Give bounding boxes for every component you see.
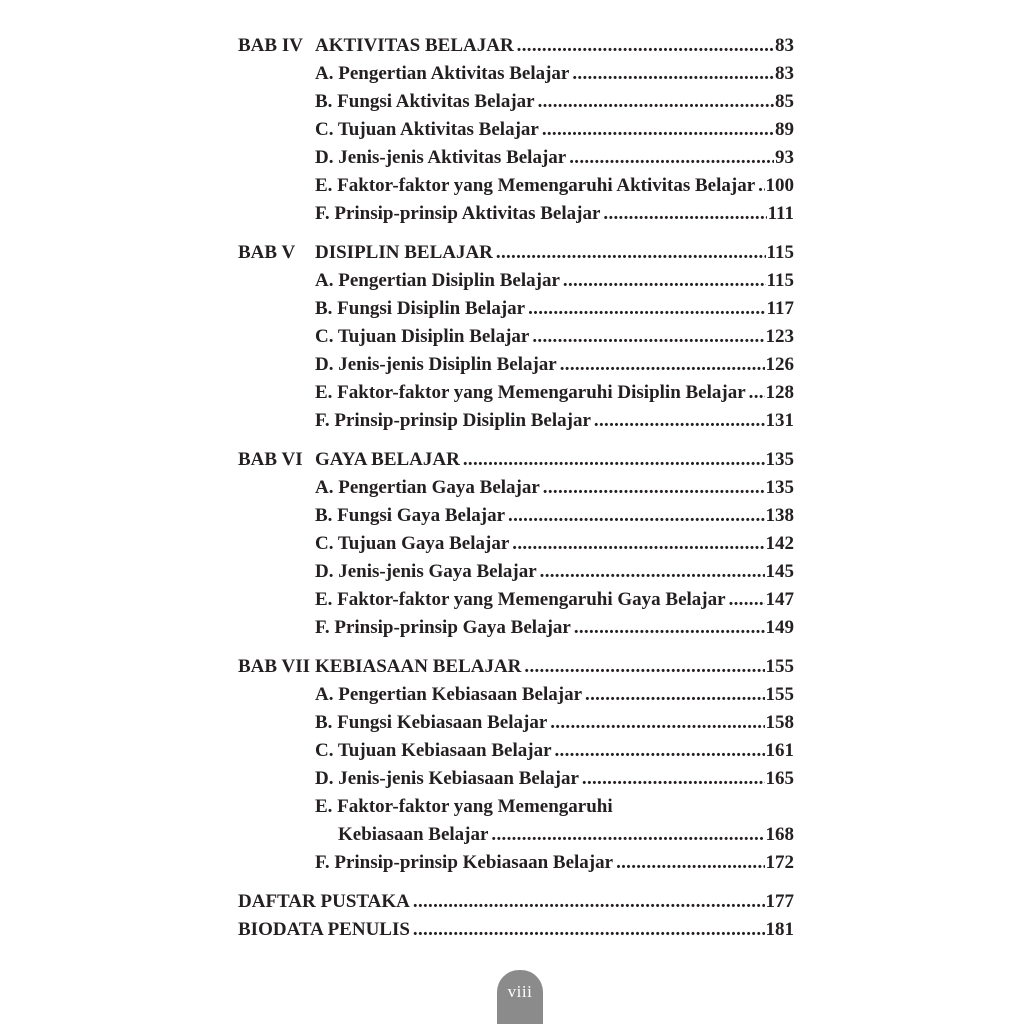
- toc-entry: [315, 239, 794, 267]
- page-number: 131: [765, 410, 794, 431]
- item-text: B. Fungsi Disiplin Belajar: [315, 298, 526, 319]
- dot-leader: [539, 116, 774, 144]
- toc-item-row: [238, 709, 794, 737]
- backmatter-row: [238, 916, 794, 944]
- dot-leader: [579, 765, 765, 793]
- page-number: 142: [765, 533, 794, 554]
- dot-leader: [582, 681, 764, 709]
- dot-leader: [529, 323, 764, 351]
- toc-entry: [315, 116, 794, 144]
- chapter-label: BAB VII: [238, 656, 310, 677]
- item-text: D. Jenis-jenis Gaya Belajar: [315, 561, 537, 582]
- dot-leader: [547, 709, 764, 737]
- page-number: 172: [765, 852, 794, 873]
- toc-entry: [315, 32, 794, 60]
- toc-item-row: [238, 558, 794, 586]
- page-number: 115: [766, 270, 794, 291]
- toc-entry: [315, 407, 794, 435]
- backmatter-title: DAFTAR PUSTAKA: [238, 891, 410, 912]
- dot-leader: [613, 849, 764, 877]
- item-text: F. Prinsip-prinsip Kebiasaan Belajar: [315, 852, 614, 873]
- item-text: C. Tujuan Aktivitas Belajar: [315, 119, 539, 140]
- page-number: 145: [765, 561, 794, 582]
- toc-item-row: [238, 737, 794, 765]
- toc-entry: [315, 709, 794, 737]
- item-text: C. Tujuan Kebiasaan Belajar: [315, 740, 552, 761]
- toc-entry: [315, 200, 794, 228]
- toc-entry: [315, 144, 794, 172]
- toc-item-row: [238, 351, 794, 379]
- toc-item-row: [238, 614, 794, 642]
- backmatter-row: [238, 888, 794, 916]
- item-text: B. Fungsi Kebiasaan Belajar: [315, 712, 548, 733]
- page-number: 83: [775, 63, 794, 84]
- page-number: 117: [766, 298, 794, 319]
- toc-item-row: [238, 407, 794, 435]
- dot-leader: [557, 351, 765, 379]
- page-number: 128: [765, 382, 794, 403]
- toc-entry: [315, 267, 794, 295]
- item-text: D. Jenis-jenis Disiplin Belajar: [315, 354, 557, 375]
- dot-leader: [493, 239, 766, 267]
- toc-entry: [315, 737, 794, 765]
- dot-leader: [600, 200, 766, 228]
- toc-entry: [238, 916, 794, 944]
- dot-leader: [525, 295, 765, 323]
- page-number: 123: [765, 326, 794, 347]
- toc-chapter-row: [238, 446, 794, 474]
- toc-item-row: [238, 502, 794, 530]
- dot-leader: [560, 267, 766, 295]
- page-number: 111: [767, 203, 794, 224]
- item-text: D. Jenis-jenis Kebiasaan Belajar: [315, 768, 579, 789]
- toc-item-row: [238, 765, 794, 793]
- page-number: 177: [765, 891, 794, 912]
- dot-leader: [569, 60, 774, 88]
- chapter-title: GAYA BELAJAR: [315, 449, 460, 470]
- dot-leader: [755, 172, 764, 200]
- section-bab-7: [238, 653, 794, 877]
- toc-entry: [315, 793, 794, 821]
- toc-item-row-wrapped: [238, 793, 794, 821]
- dot-leader: [521, 653, 764, 681]
- toc-entry: [315, 351, 794, 379]
- page-number: 100: [765, 175, 794, 196]
- toc-item-row: [238, 144, 794, 172]
- toc-item-row: [238, 295, 794, 323]
- dot-leader: [514, 32, 774, 60]
- item-text: A. Pengertian Kebiasaan Belajar: [315, 684, 583, 705]
- toc-item-row: [238, 88, 794, 116]
- page-number: 135: [765, 449, 794, 470]
- toc-entry: [315, 614, 794, 642]
- item-text: F. Prinsip-prinsip Gaya Belajar: [315, 617, 571, 638]
- section-bab-4: [238, 32, 794, 228]
- dot-leader: [726, 586, 765, 614]
- page-number: 89: [775, 119, 794, 140]
- toc-entry: [315, 849, 794, 877]
- table-of-contents: [238, 32, 794, 944]
- item-text: F. Prinsip-prinsip Aktivitas Belajar: [315, 203, 601, 224]
- toc-entry: [315, 474, 794, 502]
- toc-entry: [315, 60, 794, 88]
- page-number: 83: [775, 35, 794, 56]
- toc-entry: [315, 379, 794, 407]
- page-number: 155: [765, 684, 794, 705]
- page-number: 161: [765, 740, 794, 761]
- toc-chapter-row: [238, 32, 794, 60]
- backmatter-title: BIODATA PENULIS: [238, 919, 410, 940]
- toc-entry: [315, 446, 794, 474]
- page-number: 115: [766, 242, 794, 263]
- chapter-title: AKTIVITAS BELAJAR: [315, 35, 514, 56]
- section-bab-6: [238, 446, 794, 642]
- toc-item-row-continuation: [238, 821, 794, 849]
- toc-item-row: [238, 116, 794, 144]
- dot-leader: [410, 888, 765, 916]
- dot-leader: [552, 737, 765, 765]
- chapter-title: KEBIASAAN BELAJAR: [315, 656, 522, 677]
- toc-item-row: [238, 60, 794, 88]
- dot-leader: [540, 474, 765, 502]
- toc-item-row: [238, 530, 794, 558]
- chapter-label: BAB IV: [238, 35, 303, 56]
- toc-item-row: [238, 200, 794, 228]
- item-text: D. Jenis-jenis Aktivitas Belajar: [315, 147, 567, 168]
- page-number: 181: [765, 919, 794, 940]
- toc-item-row: [238, 267, 794, 295]
- page-number-tab: [497, 970, 543, 1024]
- page-number: 147: [765, 589, 794, 610]
- back-matter: [238, 888, 794, 944]
- toc-item-row: [238, 849, 794, 877]
- page-number: 168: [765, 824, 794, 845]
- page-number: 135: [765, 477, 794, 498]
- page-number: 149: [765, 617, 794, 638]
- toc-item-row: [238, 474, 794, 502]
- item-text: A. Pengertian Disiplin Belajar: [315, 270, 560, 291]
- dot-leader: [410, 916, 765, 944]
- page-number: 138: [765, 505, 794, 526]
- item-text: B. Fungsi Aktivitas Belajar: [315, 91, 535, 112]
- section-bab-5: [238, 239, 794, 435]
- page-number: 165: [765, 768, 794, 789]
- dot-leader: [591, 407, 765, 435]
- item-text: A. Pengertian Aktivitas Belajar: [315, 63, 570, 84]
- dot-leader: [505, 502, 764, 530]
- dot-leader: [460, 446, 765, 474]
- page-number: 85: [775, 91, 794, 112]
- toc-entry: [315, 323, 794, 351]
- toc-entry: [238, 888, 794, 916]
- toc-item-row: [238, 586, 794, 614]
- item-text: E. Faktor-faktor yang Memengaruhi Disiplin Belajar: [315, 382, 746, 403]
- page-number: 93: [775, 147, 794, 168]
- item-text: Kebiasaan Belajar: [338, 824, 489, 845]
- toc-item-row: [238, 681, 794, 709]
- toc-chapter-row: [238, 239, 794, 267]
- toc-item-row: [238, 172, 794, 200]
- dot-leader: [746, 379, 765, 407]
- dot-leader: [537, 558, 765, 586]
- item-text: E. Faktor-faktor yang Memengaruhi Gaya Belajar: [315, 589, 726, 610]
- toc-entry: [315, 821, 794, 849]
- toc-entry: [315, 653, 794, 681]
- dot-leader: [566, 144, 774, 172]
- page-number-label: viii: [507, 982, 533, 1001]
- dot-leader: [571, 614, 765, 642]
- toc-item-row: [238, 379, 794, 407]
- dot-leader: [535, 88, 774, 116]
- toc-entry: [315, 295, 794, 323]
- toc-entry: [315, 530, 794, 558]
- toc-entry: [315, 765, 794, 793]
- dot-leader: [488, 821, 764, 849]
- chapter-label: BAB V: [238, 242, 296, 263]
- chapter-title: DISIPLIN BELAJAR: [315, 242, 493, 263]
- item-text: C. Tujuan Gaya Belajar: [315, 533, 510, 554]
- dot-leader: [509, 530, 764, 558]
- toc-entry: [315, 558, 794, 586]
- toc-entry: [315, 172, 794, 200]
- toc-item-row: [238, 323, 794, 351]
- toc-entry: [315, 88, 794, 116]
- toc-entry: [315, 502, 794, 530]
- toc-chapter-row: [238, 653, 794, 681]
- page-number: 158: [765, 712, 794, 733]
- item-text: E. Faktor-faktor yang Memengaruhi: [315, 796, 613, 817]
- toc-entry: [315, 681, 794, 709]
- chapter-label: BAB VI: [238, 449, 303, 470]
- item-text: E. Faktor-faktor yang Memengaruhi Aktivitas Belajar: [315, 175, 756, 196]
- item-text: F. Prinsip-prinsip Disiplin Belajar: [315, 410, 591, 431]
- item-text: A. Pengertian Gaya Belajar: [315, 477, 540, 498]
- toc-entry: [315, 586, 794, 614]
- page-number: 126: [765, 354, 794, 375]
- page-number: 155: [765, 656, 794, 677]
- item-text: B. Fungsi Gaya Belajar: [315, 505, 506, 526]
- item-text: C. Tujuan Disiplin Belajar: [315, 326, 530, 347]
